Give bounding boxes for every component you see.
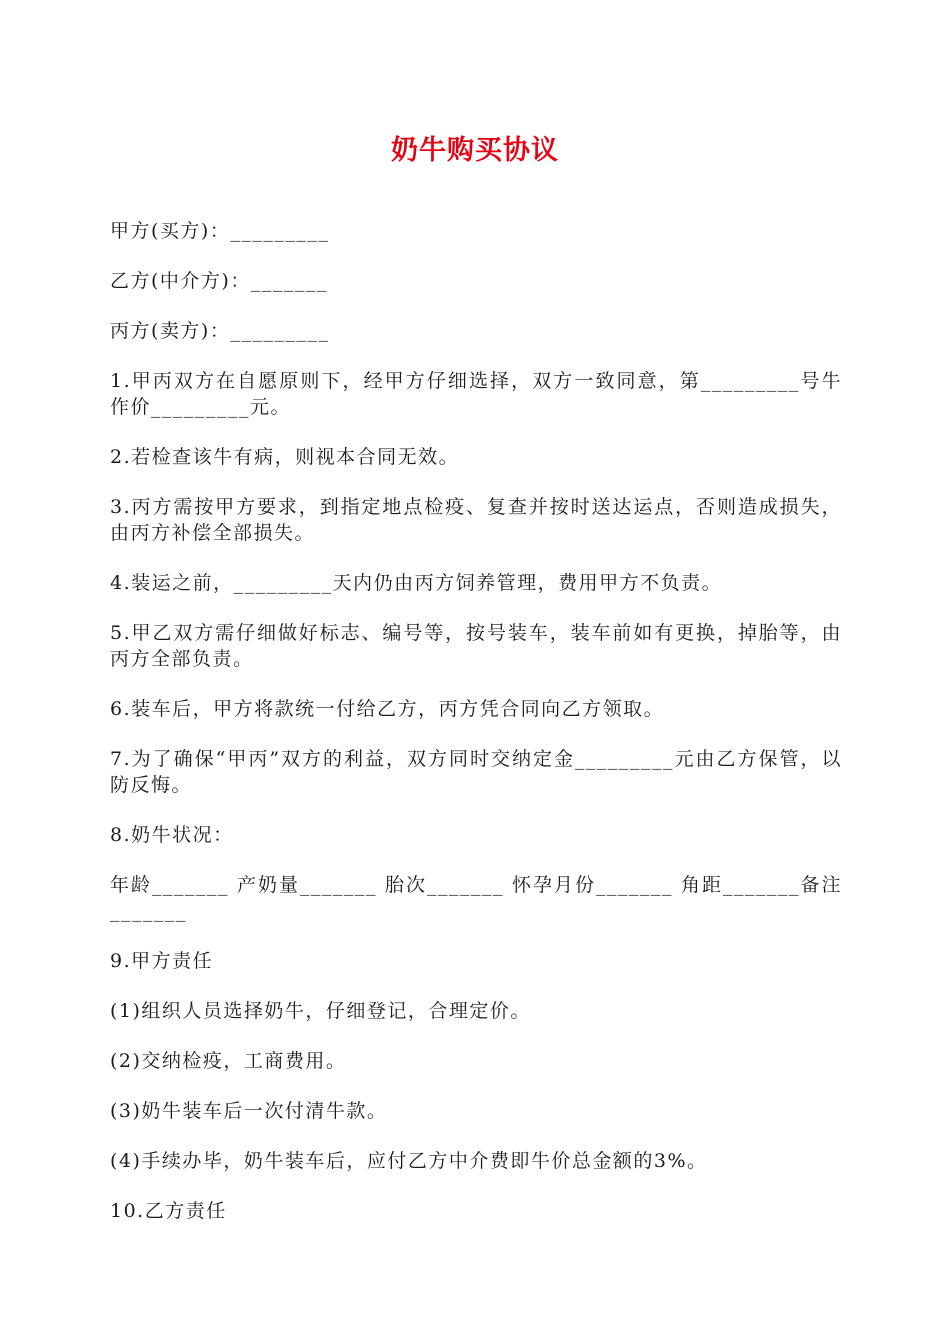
clause-2: 2.若检查该牛有病，则视本合同无效。 [110, 446, 460, 468]
clause-3: 3.丙方需按甲方要求，到指定地点检疫、复查并按时送达运点，否则造成损失，由丙方补偿全部损失。 [110, 496, 842, 544]
clause-6: 6.装车后，甲方将款统一付给乙方，丙方凭合同向乙方领取。 [110, 698, 665, 720]
clause-9-item-1: (1)组织人员选择奶牛，仔细登记，合理定价。 [110, 1000, 531, 1022]
clause-9-heading: 9.甲方责任 [110, 950, 214, 972]
document-body [110, 218, 842, 1248]
clause-10-heading: 10.乙方责任 [110, 1200, 227, 1222]
clause-8: 8.奶牛状况： [110, 824, 234, 846]
clause-4: 4.装运之前，_________天内仍由丙方饲养管理，费用甲方不负责。 [110, 572, 723, 594]
clause-1: 1.甲丙双方在自愿原则下，经甲方仔细选择，双方一致同意，第_________号牛作价_________元。 [110, 370, 842, 418]
clause-7: 7.为了确保“甲丙”双方的利益，双方同时交纳定金_________元由乙方保管，以防反悔。 [110, 748, 842, 796]
document-title: 奶牛购买协议 [391, 135, 559, 166]
cow-status-fields: 年龄_______ 产奶量_______ 胎次_______ 怀孕月份_______ 角距_______备注_______ [110, 874, 842, 922]
party-a-line: 甲方(买方)：_________ [110, 220, 330, 242]
party-c-line: 丙方(卖方)：_________ [110, 320, 330, 342]
party-b-line: 乙方(中介方)：_______ [110, 270, 328, 292]
clause-9-item-2: (2)交纳检疫，工商费用。 [110, 1050, 347, 1072]
clause-9-item-4: (4)手续办毕，奶牛装车后，应付乙方中介费即牛价总金额的3%。 [110, 1150, 708, 1172]
clause-5: 5.甲乙双方需仔细做好标志、编号等，按号装车，装车前如有更换，掉胎等，由丙方全部负责。 [110, 622, 842, 670]
clause-9-item-3: (3)奶牛装车后一次付清牛款。 [110, 1100, 388, 1122]
